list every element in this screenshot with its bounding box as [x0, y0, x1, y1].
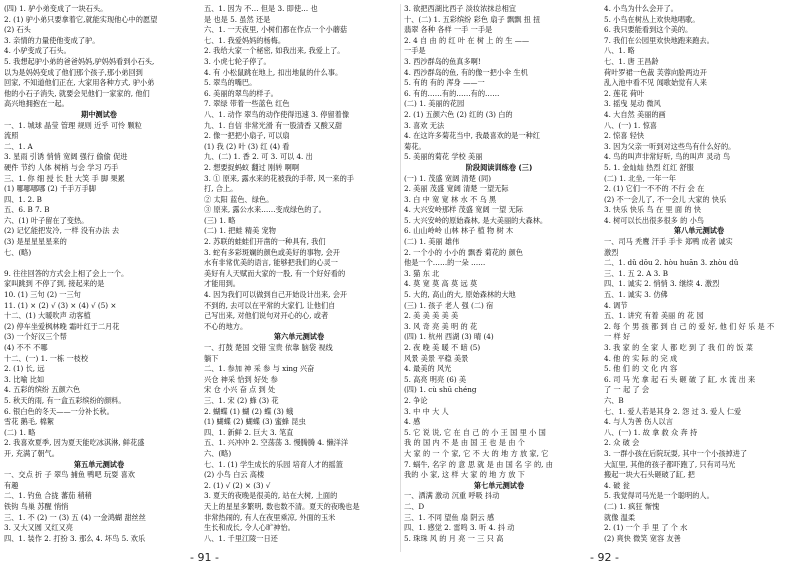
answer-line: 非常热闹的, 有人在夜里乘凉, 外面的玉米 — [204, 512, 336, 522]
answer-line: 2. 美丽 茂盛 宽阔 清楚 一望无际 — [404, 184, 509, 194]
answer-line: 3. 欲把西湖比西子 淡妆浓抹总相宜 — [404, 4, 517, 13]
answer-line: 一、交点 折 子 翠鸟 捕鱼 鸭吧 玩耍 喜欢 — [4, 470, 135, 480]
answer-line: (三) 1. 孩子 老人 强 (二) 宿 — [404, 300, 494, 310]
answer-line: 五、1. 讲究 有着 美丽 的 花 园 — [604, 311, 704, 321]
answer-line: 5. 高亮 明亮 (6) 美 — [404, 374, 467, 384]
answer-line: (2) 记忆能把发冷, 一样 没有办法 去 — [4, 226, 120, 236]
answer-line: 才能用到。 — [204, 279, 240, 289]
answer-line: 4. 鸟的叫声非常好听, 鸟的叫声 灵动 鸟 — [604, 152, 731, 162]
answer-line: 2. 惊喜 轻快 — [604, 131, 645, 141]
answer-line: 天上的星星多繁明, 数也数不清。夏天的夜晚也是 — [204, 501, 360, 511]
answer-line: (二) 1. 北坐, 一年一年 — [604, 173, 676, 183]
answer-line: 3. 白 中 宽 宽 林 水 不 乌 黑 — [404, 194, 497, 204]
answer-line: 我 的 国 内 不 是 由 国 王 也 是 由 个 — [404, 438, 525, 448]
answer-line: 六、(1) 叶子留在了变热。 — [4, 215, 89, 225]
answer-line — [4, 258, 194, 269]
answer-line: 第五单元测试卷 — [73, 459, 125, 469]
answer-line: 5. 它 说 说, 它 在 自 己 的 小 王 国 里 小 国 — [404, 427, 546, 437]
answer-line: 十、(二) 1. 五彩缤纷 彩色 扇子 飘飘 扭 扭 — [404, 14, 541, 24]
answer-line: 6. 银白色的冬天——一分补长秋。 — [4, 406, 114, 416]
answer-line: 4. 感 — [404, 417, 421, 427]
answer-line: 三、1. 不同 望鱼 扇 阴云 感 — [404, 512, 495, 522]
answer-line: 搬起一块大石头砸破了缸, 把 — [604, 470, 695, 480]
answer-line: 2. 争论 — [404, 395, 428, 405]
answer-line: 三、1. 你 细 授 长 肚 大笑 手 脚 果累 — [4, 173, 125, 183]
answer-line: 3. 小虎七轮子停了。 — [204, 56, 271, 66]
answer-line: 七、1. 我爱妈妈的杨梅。 — [204, 35, 286, 45]
answer-line: (四) 1. cù shū chéng — [404, 385, 477, 395]
answer-line: 二、1. 钓鱼 合拢 蕃茄 稍稍 — [4, 491, 92, 501]
answer-line: (四) 1. 杭州 西湖 (3) 晴 (4) — [404, 332, 494, 342]
answer-line: 9. 往往回答的方式会上相了会上一个。 — [4, 268, 129, 278]
answer-line: 不心的地方。 — [204, 321, 248, 331]
answer-line: 5. 小鸟在树丛上欢快地唱歌。 — [604, 14, 700, 24]
column-4 — [604, 4, 794, 544]
answer-line: 4. 有 小松鼠跳在地上, 扣出地鼠的什么事。 — [204, 67, 343, 77]
answer-line: 八、1. 千里江陵一日还 — [204, 533, 278, 543]
answer-line: 我的 小 家, 这 样 大 家 的 地 方 放 下 — [404, 470, 525, 480]
answer-line: 七、(略) — [4, 247, 32, 257]
answer-line: 5. 1. 金灿灿 热烈 红红 舒服 — [604, 162, 694, 172]
answer-line: 6. 有的……有的……有的…… — [404, 88, 500, 98]
answer-line: 4. 五彩的缤纷 五颜六色 — [4, 385, 81, 395]
answer-line: 一、打鼓 楚国 交错 宝贵 依靠 脑袋 视线 — [204, 343, 333, 352]
answer-line: 2. 一个小的 小小的 飘香 菊花的 颜色 — [404, 247, 523, 257]
answer-line: 5. 珠珠 风 的 月 亮 一 三 只 高 — [404, 533, 504, 543]
answer-line: 二、1. A — [4, 141, 33, 151]
answer-line: 硬件 节约 人体 树梢 与会 学习 巧手 — [4, 162, 119, 172]
answer-line: 就像 温柔 — [604, 512, 636, 522]
answer-line: 美好有人天赋而大家的一股, 有一个好好看的 — [204, 268, 346, 278]
answer-line: 期中测试卷 — [81, 109, 117, 119]
answer-line: (二) 1. 略 — [4, 427, 36, 437]
answer-line: 4. 小鸟为什么会开了。 — [604, 4, 678, 13]
answer-line: 2. 每 个 男 孩 都 到 自 己 的 爱 好, 他 们 好 乐 是 不 — [604, 321, 775, 331]
answer-line: 开, 充满了朝气。 — [4, 448, 59, 458]
answer-line: 五、1. 兴冲冲 2. 空荡荡 3. 慢腾腾 4. 懒洋洋 — [204, 438, 349, 448]
answer-line: (一) 1. 茂盛 宽阔 清楚 (同) — [404, 173, 491, 183]
answer-line: 3. 风 奇 亮 美 明 的 花 — [404, 321, 478, 331]
answer-line: 八、(一) 1. 惊喜 — [604, 120, 657, 130]
answer-line: 3. 因为父亲一听到对这些鸟有什么好的。 — [604, 141, 736, 151]
answer-line: 6. 司 马 光 拿 起 石 头 砸 破 了 缸, 水 流 出 来 — [604, 374, 756, 384]
answer-line: 不到的, 去可以在平常的大家们, 让他们自 — [204, 300, 336, 310]
answer-line: 己写出来, 对他们说句对开心的心, 或者 — [204, 311, 329, 321]
answer-line: 是 也是 5. 虽然 还是 — [204, 14, 271, 24]
answer-line: (三) 1. 略 — [204, 215, 236, 225]
answer-line: 2. 美 美 美 美 美 — [404, 311, 459, 321]
answer-line: 一 样 好 — [604, 332, 631, 342]
answer-line: 3. 快乐 快乐 鸟 在 里 面 的 快 — [604, 205, 702, 215]
answer-line: 3. 猫 东 北 — [404, 268, 440, 278]
answer-line: 2. (1) √ (2) × (3) √ — [204, 480, 271, 490]
answer-line: 4. 莫 宽 莫 高 莫 远 莫 — [404, 279, 478, 289]
answer-line: (1) 哪哪哪哪 (2) 千手万手脚 — [4, 184, 96, 194]
answer-line: 5. 翠鸟的嘴巴。 — [204, 78, 257, 88]
answer-line: 八、1. 动作 翠鸟的动作使得迅速 3. 停留着像 — [204, 109, 350, 119]
answer-line: 2. 众 破 会 — [604, 438, 640, 448]
answer-line: 4. 因为我们可以做到自己开始设计出来, 会开 — [204, 290, 348, 300]
answer-line: (1) 我 (2) 叶 (3) 红 (4) 看 — [204, 141, 290, 151]
answer-line: 他是一个……的一朵 …… — [404, 258, 486, 268]
answer-line: 大缸里, 其他的孩子都吓跑了, 只有司马光 — [604, 459, 736, 469]
answer-line: 2. 蝴蝶 (1) 蝴 (2) 蝶 (3) 蛾 — [204, 406, 294, 416]
answer-line: 二、1. dǔ dōu 2. hòu huān 3. zhòu dǔ — [604, 258, 739, 268]
answer-line: 乱入池中看不见 闻歌始觉有人来 — [604, 78, 707, 88]
answer-line: 6. 美丽的翠鸟的样子。 — [204, 88, 278, 98]
answer-line: ③ 原来, 露公水来……变成绿色的了。 — [204, 205, 326, 215]
answer-line: 四、1. 装作 2. 打扮 3. 那么 4. 坏鸟 5. 欢乐 — [4, 533, 146, 543]
answer-line: 了 一 起 了 会 — [604, 385, 650, 395]
answer-line: 二、D — [404, 501, 425, 511]
page-left — [4, 4, 396, 552]
answer-line: 3. 一群小孩在后院玩耍, 其中一个小孩掉进了 — [604, 448, 748, 458]
answer-line: (四) 1. 驴小弟变成了一块石头。 — [4, 4, 108, 13]
answer-line: 2. 苏联的蛙蛙们开凿的一种具有, 我们 — [204, 237, 326, 247]
answer-line: (3) 是星星星星来的 — [4, 237, 67, 247]
answer-line: (2) 停车坐爱枫林晚 霜叶红于二月花 — [4, 321, 120, 331]
answer-line: 3. 夏天的夜晚是很美的, 站在大树, 上面的 — [204, 491, 338, 501]
answer-line: 2. (1) 五颜六色 (2) 红的 (3) 白的 — [404, 109, 513, 119]
answer-line: 3. 我 家 的 全 家 人 都 吃 到 了 我 们 的 饭 菜 — [604, 343, 753, 352]
answer-line: 4. 与人为善 伤人以言 — [604, 417, 673, 427]
answer-line: (2) 不一会儿了, 不一会儿 大家的 快乐 — [604, 194, 727, 204]
answer-line: 3. 西沙群岛的鱼真多啊! — [404, 56, 481, 66]
answer-line: 5. 大兴安岭的原始森林, 是大美丽的大森林。 — [404, 215, 548, 225]
answer-line: 2. 想要捉蚂蚁 翻过 刚转 啊啊 — [204, 162, 300, 172]
answer-line: (二) 1. 美丽 雄伟 — [404, 237, 460, 247]
column-1 — [4, 4, 194, 544]
answer-line: 六、B — [604, 395, 624, 405]
answer-line: 十二、(1) 大暖吹声 动客植 — [4, 311, 91, 321]
answer-line: 家叫跳到 不停了到, 接起来的是 — [4, 279, 105, 289]
answer-line: 6. 山山岭岭 山林 林子 植 物 树 木 — [404, 226, 514, 236]
answer-line: 高兴地拥抱在一起。 — [4, 99, 69, 109]
answer-line: 10. (1) 三句 (2) 一三句 — [4, 290, 81, 300]
answer-line: 水有非常优美的语言, 能够把我们的心灵一 — [204, 258, 338, 268]
answer-line: 六、1. 一天夜里, 小树们都在作点一个小蘑菇 — [204, 25, 348, 35]
answer-line: 七、1. (1) 学生成长的乐园 培育人才的摇篮 — [204, 459, 343, 469]
answer-line: 11. (1) × (2) √ (3) × (4) √ (5) × — [4, 300, 117, 310]
answer-line: 激烈 — [604, 247, 619, 257]
answer-line: 6. 我只要能看到这个美的。 — [604, 25, 693, 35]
answer-line: 以为是妈妈变成了他们那个孩子,那小弟回到 — [4, 67, 143, 77]
answer-line: 3. 蛇有多彩斑斓的颜色或美好的事物, 会开 — [204, 247, 340, 257]
answer-line: 7. 我们在公园里欢快地跑来跑去。 — [604, 35, 714, 45]
page-right — [404, 4, 796, 552]
answer-line: 5. 我想起驴小弟的爸爸妈妈,驴妈妈看到小石头, — [4, 56, 155, 66]
answer-line: 五、6. B 7. B — [4, 205, 50, 215]
answer-line: (2) 石头 — [4, 25, 31, 35]
answer-line: 风景 美景 平稳 美景 — [404, 353, 469, 363]
answer-line: 一、1. 城球 晶莹 管理 规则 近乎 可怜 颗粒 — [4, 120, 142, 130]
answer-line: 4. 小驴变成了石头。 — [4, 46, 71, 56]
answer-line: 7. 蜗牛, 名字 的 意 思 就 是 由 国 名 字 的, 由 — [404, 459, 553, 469]
answer-line: 4. 大兴安岭那样 茂盛 宽阔 一望 无际 — [404, 205, 523, 215]
answer-line: (2) 小鸟 白云 高楼 — [204, 470, 265, 480]
answer-line: 2. (1) 长, 远 — [4, 364, 45, 374]
answer-line: (1) 蝴蝶 (2) 蝴蝶 (3) 蜜蜂 昆虫 — [204, 417, 306, 427]
answer-line: 大 家 的 一 个 家, 它 不 大 的 地 方 放 家, 它 — [404, 448, 549, 458]
column-3 — [404, 4, 594, 544]
answer-line: 第八单元测试卷 — [673, 226, 725, 236]
answer-line: 三、1. 宋 (2) 蜂 (3) 花 — [204, 395, 279, 405]
answer-line: 5. 我觉得司马光是一个聪明的人。 — [604, 491, 714, 501]
answer-line: 4. 调节 — [604, 300, 628, 310]
answer-line: 2. (1) 它们一不不的 不行 会 在 — [604, 184, 705, 194]
answer-line: 3. 亲情的力量使他变成了驴。 — [4, 35, 100, 45]
answer-line: 阶段阅读训练卷 (三) — [465, 162, 533, 172]
answer-line: 三、1. 五 2. A 3. B — [604, 268, 669, 278]
answer-line: 5. 美丽的菊花 学校 美丽 — [404, 152, 483, 162]
answer-line: 六、(略) — [204, 448, 232, 458]
answer-line: 2. 我喜欢夏季, 因为夏天能吃冰淇淋, 鲜花盛 — [4, 438, 145, 448]
answer-line: 雪花 鹅毛, 棉絮 — [4, 417, 54, 427]
answer-line: (4) 不不 不哪 — [4, 343, 48, 352]
answer-line: 九、1. 自信 非常光滑 有一股清香 又酸又甜 — [204, 120, 343, 130]
answer-line: 他的小石子消失, 就要会见他们一家家的, 他们 — [4, 88, 150, 98]
answer-line: 5. 大的, 高山的大, 原始森林的大地 — [404, 290, 516, 300]
answer-line: 兴仓 神采 恰到 好处 参 — [204, 374, 278, 384]
answer-line: 5. 他 们 的 文 化 内 容 — [604, 364, 678, 374]
answer-line: 二、1. 参加 神 采 参 与 xing 兴奋 — [204, 364, 315, 374]
answer-line: 打, 合上。 — [204, 184, 238, 194]
answer-line: 5. 秋天的雨, 有一盒五彩缤纷的颜料。 — [4, 395, 126, 405]
answer-line: 2. 4 自 由 的 红 叶 在 树 上 的 生 —— — [404, 35, 530, 45]
column-2 — [204, 4, 394, 544]
answer-line: 十二、(一) 1. 一栋 一枝校 — [4, 353, 89, 363]
answer-line: 荷叶罗裙一色裁 芙蓉向脸两边开 — [604, 67, 707, 77]
answer-line: 流照 — [4, 131, 19, 141]
answer-line: 3. 喜欢 无法 — [404, 120, 445, 130]
answer-line: 3. 又大又圆 又红又亮 — [4, 523, 73, 533]
answer-line: 2. (1) 驴小弟只要拿着它,就能实现他心中的愿望 — [4, 14, 158, 24]
answer-line: 铁钩 鸟巢 苏醒 悄悄 — [4, 501, 69, 511]
answer-line: 4. 最美的 风光 — [404, 364, 452, 374]
answer-line: 四、1. 感觉 2. 雷鸣 3. 听 4. 抖 动 — [404, 523, 515, 533]
answer-line: 生长和成长, 令人心旷神怡。 — [204, 523, 295, 533]
answer-line: 4. 西沙群岛的鱼, 有的像一把小伞 生机 — [404, 67, 528, 77]
answer-line: 七、1. 唐 王昌龄 — [604, 56, 659, 66]
answer-line: (2) 爽快 微笑 宽容 友善 — [604, 533, 681, 543]
answer-line: 第七单元测试卷 — [473, 480, 525, 490]
answer-line: 3. 比喻 比如 — [4, 374, 45, 384]
answer-line: ② 太阳 蓝色、绿色。 — [204, 194, 274, 204]
answer-line: 八、(一) 1. 故 拿 救 众 奔 持 — [604, 427, 698, 437]
answer-line: 3. 中 中 大 人 — [404, 406, 449, 416]
answer-line: 四、1. 2. B — [4, 194, 42, 204]
answer-line: 四、1. 新鲜 2. 巨大 3. 笔直 — [204, 427, 294, 437]
answer-line: 菊花。 — [404, 141, 426, 151]
answer-line: 2. 像一把把小扇子, 可以扇 — [204, 131, 290, 141]
answer-line: 3. 摇曳 晃动 微风 — [604, 99, 661, 109]
answer-line: (二) 1. 疯狂 惭愧 — [604, 501, 660, 511]
answer-line: 九、(二) 1. 香 2. 可 3. 可以 4. 出 — [204, 152, 313, 162]
answer-line: 4. 大自然 美丽的画 — [604, 109, 666, 119]
answer-line: 4. 在这许多菊花当中, 我最喜欢的是一种红 — [404, 131, 540, 141]
answer-line: 一、司马 秃鹰 汗手 手卡 郑鸭 成者 诚实 — [604, 237, 733, 247]
page-number-right: - 92 - — [590, 551, 619, 564]
answer-line: 有趣 — [4, 480, 19, 490]
answer-line: 2. 我给大家一个秘密, 如我出来, 我爱上了。 — [204, 46, 345, 56]
answer-line: 4. 他 的 实 际 的 完 成 — [604, 353, 678, 363]
answer-line: 三、1. 不 (2) 一 (3) 五 (4) 一金鸿蝴 甜丝丝 — [4, 512, 146, 522]
answer-line: 回家, 不知道他们正在, 大家用各种方式, 驴小弟 — [4, 78, 155, 88]
answer-line: 7. 翠绿 带着一些蓝色 红色 — [204, 99, 290, 109]
answer-line: 4. 树可以长出很多很多 的 小鸟 — [604, 215, 704, 225]
answer-line: 一、洒满 激动 沉重 呼吸 抖动 — [404, 491, 500, 501]
answer-line: 2. 莲花 荷叶 — [604, 88, 645, 98]
answer-line: 2. (1) 一个 手 里 了 个 水 — [604, 523, 688, 533]
answer-line: 宋 仓 小兴 奋 点 到 处 — [204, 385, 276, 395]
answer-line: 5. 有的 有的 浑身 ——一 — [404, 78, 485, 88]
page-divider — [400, 4, 401, 552]
answer-line: 4. 破 瓮 — [604, 480, 630, 490]
answer-line: 四、1. 诚实 2. 悄悄 3. 继续 4. 激烈 — [604, 279, 720, 289]
answer-line: 五、1. 诚实 3. 仿佛 — [604, 290, 668, 300]
answer-line: 3. ① 原来, 露水来的花被我的手带, 风一来的手 — [204, 173, 354, 183]
page-number-left: - 91 - — [190, 551, 219, 564]
answer-line: 八、1. 略 — [604, 46, 635, 56]
answer-line: 翡翠 各种 各样 一手 一手是 — [404, 25, 493, 35]
answer-line: (二) 1. 把蛙 精美 宠物 — [204, 226, 276, 236]
answer-line: 3. 星雨 引诱 悄悄 宽阔 强行 偷偷 促进 — [4, 152, 128, 162]
answer-line: 五、1. 因为 不… 但是 3. 即使… 也 — [204, 4, 318, 13]
answer-line: (3) 一个好汉三个帮 — [4, 332, 67, 342]
answer-line: 躺下 — [204, 353, 219, 363]
answer-line: 七、1. 爱人若是其身 2. 怨 过 3. 爱人 仁爱 — [604, 406, 742, 416]
answer-line: 一手是 — [404, 46, 426, 56]
answer-line: 2. 夜 晚 美 暖 不 暗 (5) — [404, 343, 481, 352]
answer-line: 第六单元测试卷 — [273, 332, 325, 342]
answer-line: (二) 1. 美丽的花园 — [404, 99, 465, 109]
